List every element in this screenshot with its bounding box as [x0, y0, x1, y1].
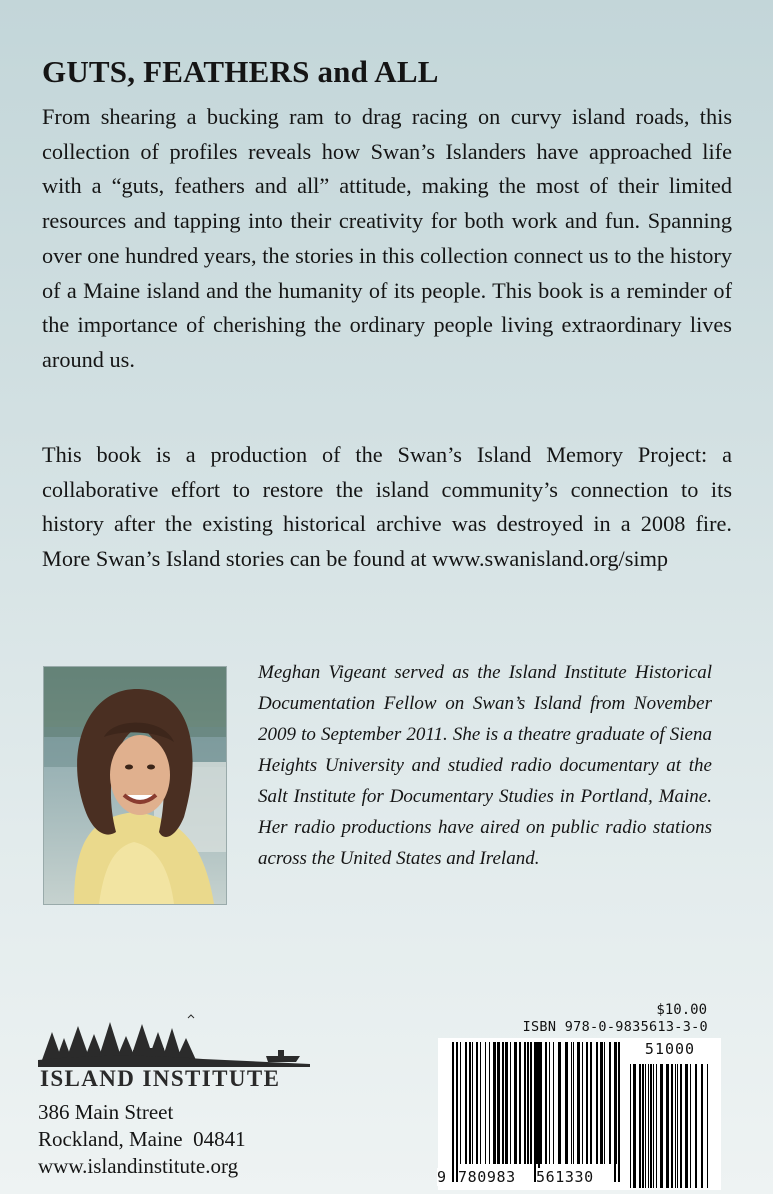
- barcode-bar: [653, 1064, 654, 1188]
- barcode-guard-bar: [618, 1042, 620, 1182]
- barcode-right-digits: 561330: [536, 1168, 594, 1186]
- barcode-image: [452, 1042, 710, 1188]
- barcode-left-digits: 780983: [458, 1168, 516, 1186]
- barcode-bar: [505, 1042, 508, 1164]
- barcode-bar: [545, 1042, 547, 1164]
- barcode-bar: [519, 1042, 521, 1164]
- barcode-bar: [596, 1042, 598, 1164]
- barcode-bar: [465, 1042, 467, 1164]
- barcode-bar: [524, 1042, 526, 1164]
- barcode-bar: [527, 1042, 529, 1164]
- barcode-bar: [565, 1042, 568, 1164]
- barcode-bar: [639, 1064, 641, 1188]
- barcode-bar: [685, 1064, 688, 1188]
- barcode-bar: [590, 1042, 592, 1164]
- barcode-bar: [558, 1042, 561, 1164]
- publisher-name: ISLAND INSTITUTE: [40, 1066, 281, 1091]
- barcode-guard-bar: [614, 1042, 616, 1182]
- barcode-bar: [656, 1064, 657, 1188]
- description-paragraph: From shearing a bucking ram to drag racing on curvy island roads, this collection of profiles reveals how Swan’s Islanders have approached life with a “guts, feathers and all” attitude, making the most of their limited resources and tapping into their creativity for both work and fun. Spanning over one hundred years, the stories in this collection connect us to the history of a Maine island and the humanity of its people. This book is a reminder of the importance of cherishing the ordinary people living extraordinary lives around us.: [42, 104, 732, 372]
- barcode-guard-bar: [456, 1042, 458, 1182]
- barcode-guard-bar: [452, 1042, 454, 1182]
- barcode-bar: [472, 1042, 473, 1164]
- barcode-bar: [630, 1064, 631, 1188]
- barcode-bar: [469, 1042, 471, 1164]
- barcode-bar: [493, 1042, 496, 1164]
- barcode-bar: [514, 1042, 517, 1164]
- barcode-bar: [666, 1064, 669, 1188]
- publisher-address: [38, 1099, 246, 1180]
- barcode-bar: [553, 1042, 554, 1164]
- address-street: 386 Main Street: [38, 1100, 174, 1124]
- island-institute-logo: [38, 1012, 310, 1068]
- barcode-bar: [497, 1042, 500, 1164]
- barcode-bar: [586, 1042, 588, 1164]
- author-photo-image: [44, 667, 226, 904]
- barcode-bar: [609, 1042, 611, 1164]
- price-label: $10.00: [656, 1002, 707, 1018]
- barcode-bar: [600, 1042, 603, 1164]
- barcode-bar: [701, 1064, 703, 1188]
- barcode-bar: [633, 1064, 636, 1188]
- barcode-bar: [707, 1064, 708, 1188]
- publisher-website: www.islandinstitute.org: [38, 1154, 239, 1178]
- barcode-lead-digit: 9: [437, 1168, 447, 1186]
- barcode-bar: [540, 1042, 542, 1164]
- isbn-label: ISBN 978-0-9835613-3-0: [522, 1019, 708, 1035]
- barcode-guard-bar: [538, 1042, 540, 1182]
- barcode-guard-bar: [534, 1042, 536, 1182]
- barcode-bar: [690, 1064, 691, 1188]
- barcode-bar: [677, 1064, 678, 1188]
- barcode-bar: [680, 1064, 682, 1188]
- barcode-bar: [648, 1064, 649, 1188]
- barcode-bar: [571, 1042, 572, 1164]
- barcode-bar: [660, 1064, 663, 1188]
- barcode-bar: [577, 1042, 580, 1164]
- barcode-bar: [489, 1042, 490, 1164]
- barcode-bar: [604, 1042, 605, 1164]
- barcode-bar: [510, 1042, 511, 1164]
- barcode-bar: [480, 1042, 481, 1164]
- barcode-bar: [549, 1042, 550, 1164]
- author-bio: Meghan Vigeant served as the Island Institute Historical Documentation Fellow on Swan’s Island from November 2009 to September 2011. She is a theatre graduate of Siena Heights University and studied radio documentary at the Salt Institute for Documentary Studies in Portland, Maine. Her radio productions have aired on public radio stations across the United States and Ireland.: [258, 662, 712, 869]
- book-title: GUTS, FEATHERS and ALL: [42, 54, 439, 89]
- barcode-addon-digits: 51000: [632, 1040, 708, 1058]
- barcode-bar: [650, 1064, 652, 1188]
- barcode-bar: [675, 1064, 676, 1188]
- barcode-bar: [582, 1042, 583, 1164]
- barcode-bar: [476, 1042, 478, 1164]
- barcode-bar: [671, 1064, 673, 1188]
- project-paragraph: This book is a production of the Swan’s Island Memory Project: a collaborative effort to restore the island community’s connection to its history after the existing historical archive was destroyed in a 2008 fire. More Swan’s Island stories can be found at www.swanisland.org/simp: [42, 442, 732, 572]
- barcode-bar: [695, 1064, 697, 1188]
- barcode-bar: [573, 1042, 574, 1164]
- address-city: Rockland, Maine 04841: [38, 1127, 246, 1151]
- barcode-bar: [645, 1064, 646, 1188]
- barcode-bar: [502, 1042, 504, 1164]
- author-photo: [43, 666, 227, 905]
- barcode-bar: [460, 1042, 461, 1164]
- barcode-bar: [642, 1064, 644, 1188]
- barcode-bar: [530, 1042, 532, 1164]
- barcode-bar: [485, 1042, 486, 1164]
